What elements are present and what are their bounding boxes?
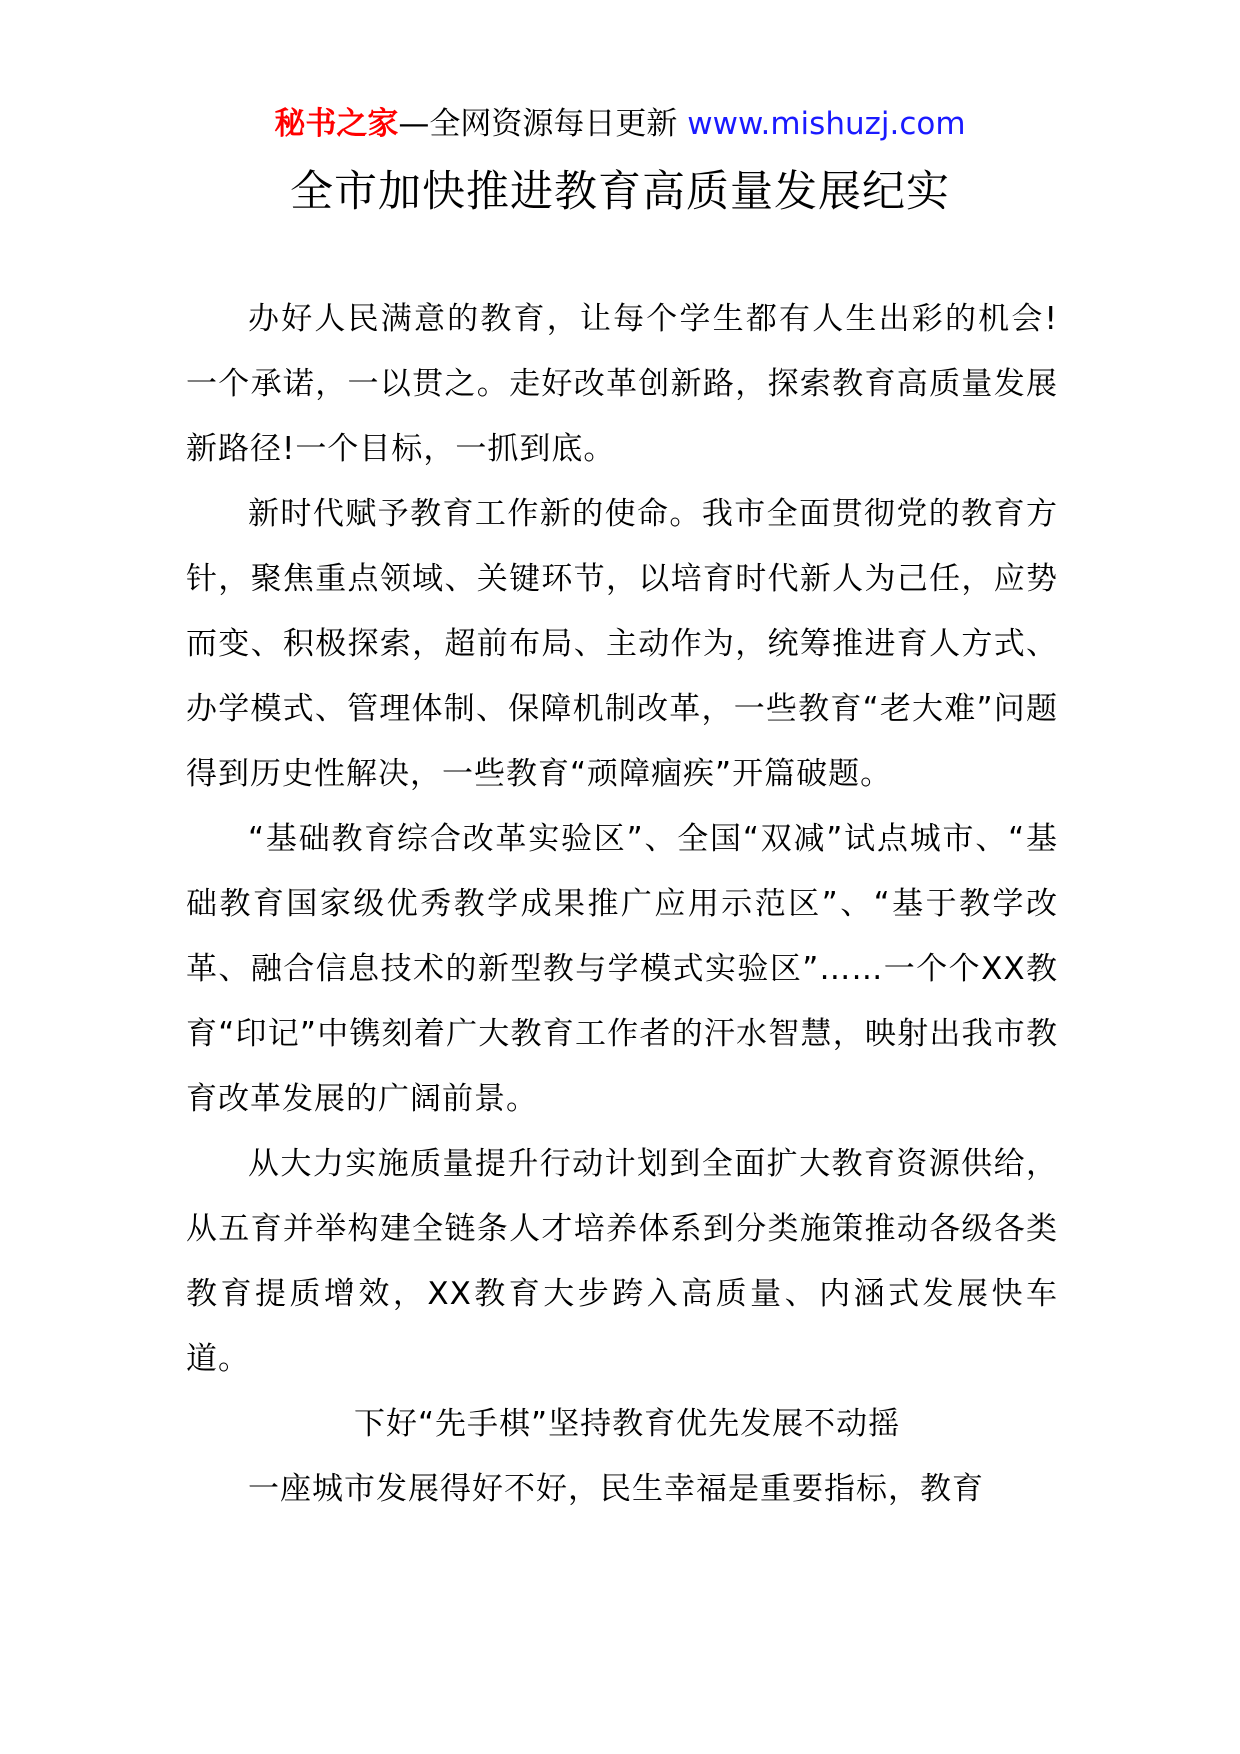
section-subheading: 下好“先手棋”坚持教育优先发展不动摇 (354, 1406, 901, 1442)
banner-slogan: —全网资源每日更新 (398, 106, 678, 142)
site-banner (0, 100, 1240, 148)
paragraph-2: 新时代赋予教育工作新的使命。我市全面贯彻党的教育方针，聚焦重点领域、关键环节，以培育时代新人为己任，应势而变、积极探索，超前布局、主动作为，统筹推进育人方式、办学模式、管理体制、保障机制改革，一些教育“老大难”问题得到历史性解决，一些教育“顽障痼疾”开篇破题。 (186, 496, 1058, 792)
paragraph-5: 一座城市发展得好不好，民生幸福是重要指标，教育 (248, 1471, 984, 1507)
paragraph-1: 办好人民满意的教育，让每个学生都有人生出彩的机会!一个承诺，一以贯之。走好改革创新路，探索教育高质量发展新路径!一个目标，一抓到底。 (186, 301, 1058, 467)
site-url-link[interactable]: www.mishuzj.com (687, 106, 966, 142)
paragraph-4: 从大力实施质量提升行动计划到全面扩大教育资源供给，从五育并举构建全链条人才培养体系到分类施策推动各级各类教育提质增效，XX教育大步跨入高质量、内涵式发展快车道。 (186, 1146, 1058, 1377)
document-body (186, 287, 1058, 1522)
paragraph-3: “基础教育综合改革实验区”、全国“双减”试点城市、“基础教育国家级优秀教学成果推广应用示范区”、“基于教学改革、融合信息技术的新型教与学模式实验区”……一个个XX教育“印记”中镌刻着广大教育工作者的汗水智慧，映射出我市教育改革发展的广阔前景。 (186, 821, 1058, 1117)
brand-name: 秘书之家 (274, 106, 399, 142)
document-title: 全市加快推进教育高质量发展纪实 (290, 167, 950, 217)
